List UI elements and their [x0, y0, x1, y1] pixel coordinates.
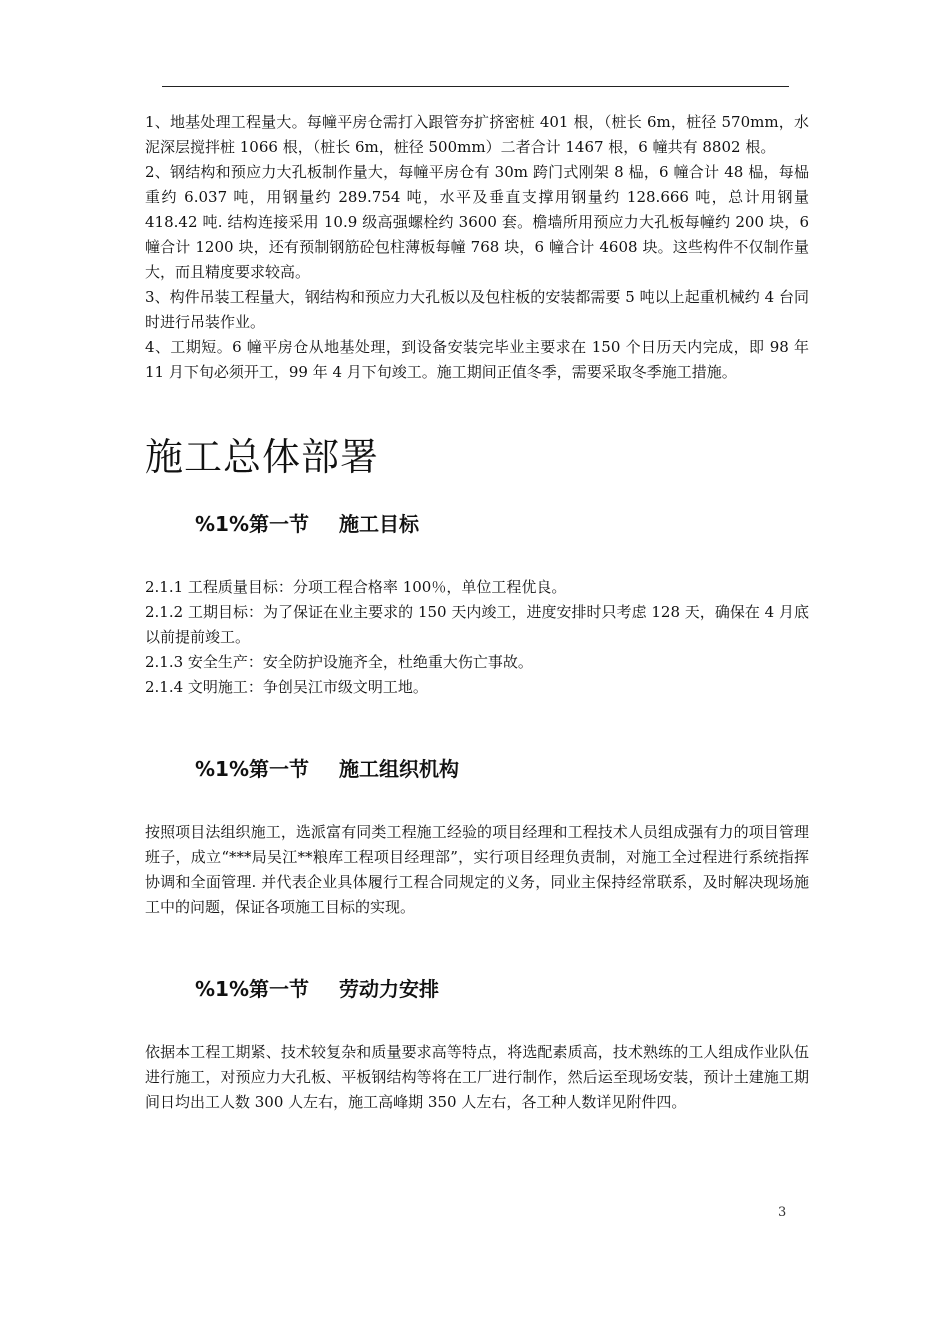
section-targets — [145, 509, 809, 700]
labor-paragraph: 依据本工程工期紧、技术较复杂和质量要求高等特点，将选配素质高，技术熟练的工人组成作业队伍进行施工，对预应力大孔板、平板钢结构等将在工厂进行制作，然后运至现场安装，预计土建施工期间日均出工人数 300 人左右，施工高峰期 350 人左右，各工种人数详见附件四。 — [145, 1043, 809, 1111]
organization-paragraph: 按照项目法组织施工，选派富有同类工程施工经验的项目经理和工程技术人员组成强有力的项目管理班子，成立“***局吴江**粮库工程项目经理部”，实行项目经理负责制，对施工全过程进行系统指挥协调和全面管理. 并代表企业具体履行工程合同规定的义务，同业主保持经常联系，及时解决现场施工中的问题，保证各项施工目标的实现。 — [145, 823, 809, 916]
section-heading-targets — [145, 509, 809, 539]
page-content — [145, 110, 809, 1115]
target-item-schedule: 2.1.2 工期目标：为了保证在业主要求的 150 天内竣工，进度安排时只考虑 128 天，确保在 4 月底以前提前竣工。 — [145, 603, 809, 646]
page-number: 3 — [778, 1205, 787, 1220]
section-heading-labor — [145, 974, 809, 1004]
section-labor — [145, 974, 809, 1115]
intro-paragraph-1: 1、地基处理工程量大。每幢平房仓需打入跟管夯扩挤密桩 401 根，（桩长 6m，桩径 570mm，水泥深层搅拌桩 1066 根，（桩长 6m，桩径 500mm）二者合计 1467 根，6 幢共有 8802 根。 — [145, 113, 809, 156]
section-number: %1%第一节 — [195, 512, 309, 536]
intro-paragraph-2: 2、钢结构和预应力大孔板制作量大，每幢平房仓有 30m 跨门式刚架 8 榀，6 幢合计 48 榀，每榀重约 6.037 吨，用钢量约 289.754 吨，水平及垂直支撑用钢量约 128.666 吨，总计用钢量 418.42 吨. 结构连接采用 10.9 级高强螺栓约 3600 套。檐墙所用预应力大孔板每幢约 200 块，6 幢合计 1200 块，还有预制钢筋砼包柱薄板每幢 768 块，6 幢合计 4608 块。这些构件不仅制作量大，而且精度要求较高。 — [145, 163, 809, 281]
section-title: 施工组织机构 — [339, 757, 459, 781]
intro-section — [145, 110, 809, 385]
section-heading-organization — [145, 754, 809, 784]
header-rule — [162, 86, 789, 87]
section-organization — [145, 754, 809, 920]
target-item-civilized: 2.1.4 文明施工：争创吴江市级文明工地。 — [145, 678, 428, 696]
intro-paragraph-3: 3、构件吊装工程量大，钢结构和预应力大孔板以及包柱板的安装都需要 5 吨以上起重机械约 4 台同时进行吊装作业。 — [145, 288, 809, 331]
target-item-quality: 2.1.1 工程质量目标：分项工程合格率 100％，单位工程优良。 — [145, 578, 567, 596]
main-heading: 施工总体部署 — [145, 435, 380, 479]
target-item-safety: 2.1.3 安全生产：安全防护设施齐全，杜绝重大伤亡事故。 — [145, 653, 533, 671]
section-number: %1%第一节 — [195, 977, 309, 1001]
section-title: 劳动力安排 — [339, 977, 439, 1001]
section-number: %1%第一节 — [195, 757, 309, 781]
section-title: 施工目标 — [339, 512, 419, 536]
intro-paragraph-4: 4、工期短。6 幢平房仓从地基处理，到设备安装完毕业主要求在 150 个日历天内完成，即 98 年 11 月下旬必须开工，99 年 4 月下旬竣工。施工期间正值冬季，需要采取冬季施工措施。 — [145, 338, 809, 381]
